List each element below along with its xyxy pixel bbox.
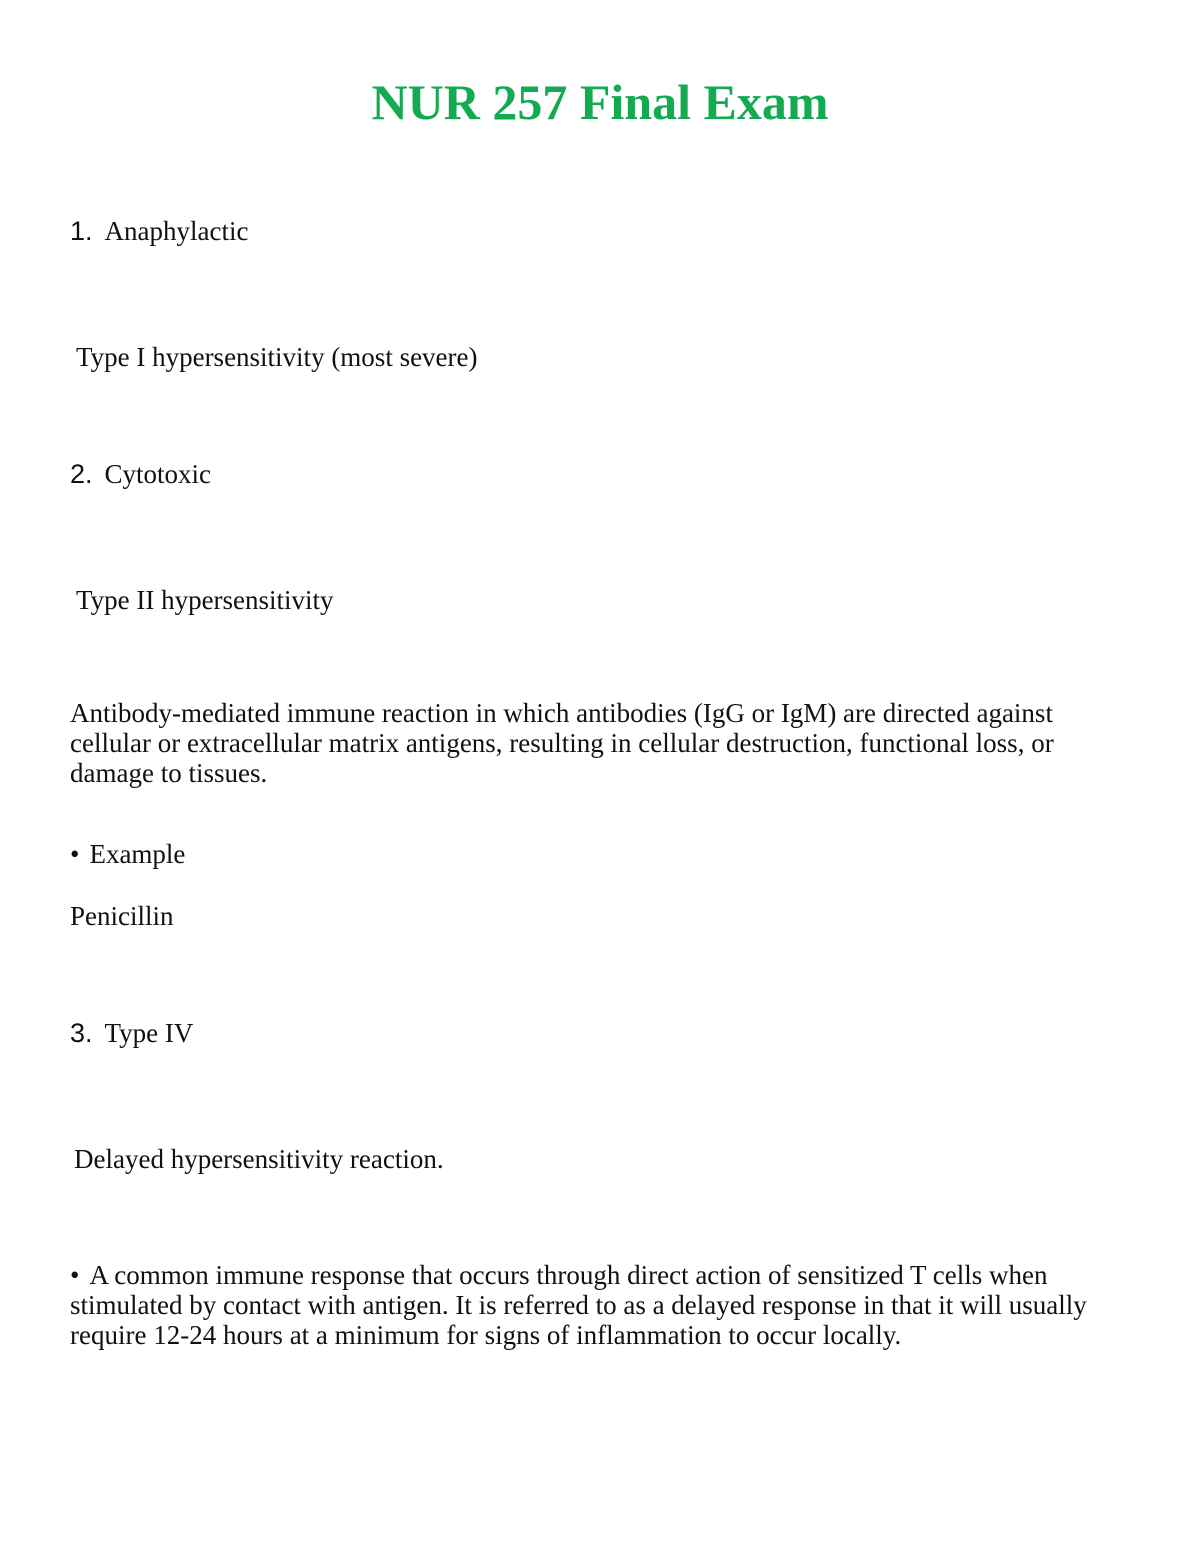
answer-1: Type I hypersensitivity (most severe) bbox=[76, 342, 478, 372]
question-2 bbox=[70, 457, 211, 491]
question-3 bbox=[70, 1016, 193, 1050]
example-value: Penicillin bbox=[70, 901, 174, 931]
answer-3: Delayed hypersensitivity reaction. bbox=[74, 1144, 444, 1174]
description-text: A common immune response that occurs through direct action of sensitized T cells when stimulated by contact with antigen. It is referred to as a delayed response in that it will usually require 12-24 hours at a minimum for signs of inflammation to occur locally. bbox=[70, 1260, 1087, 1350]
question-term: Type IV bbox=[104, 1018, 194, 1048]
description-3 bbox=[70, 1260, 1130, 1350]
question-number: 1. bbox=[70, 216, 93, 246]
question-term: Cytotoxic bbox=[104, 459, 212, 489]
bullet-icon: • bbox=[70, 1260, 80, 1290]
question-1 bbox=[70, 214, 248, 248]
question-number: 3. bbox=[70, 1018, 93, 1048]
example-label: Example bbox=[89, 839, 186, 869]
description-2: Antibody-mediated immune reaction in which antibodies (IgG or IgM) are directed against cellular or extracellular matrix antigens, resulting in cellular destruction, functional loss, or damage to tissues. bbox=[70, 698, 1054, 788]
bullet-icon: • bbox=[70, 839, 80, 869]
page-title: NUR 257 Final Exam bbox=[371, 74, 829, 130]
answer-2: Type II hypersensitivity bbox=[76, 585, 334, 615]
question-term: Anaphylactic bbox=[104, 216, 249, 246]
question-number: 2. bbox=[70, 459, 93, 489]
example-bullet bbox=[70, 839, 185, 869]
